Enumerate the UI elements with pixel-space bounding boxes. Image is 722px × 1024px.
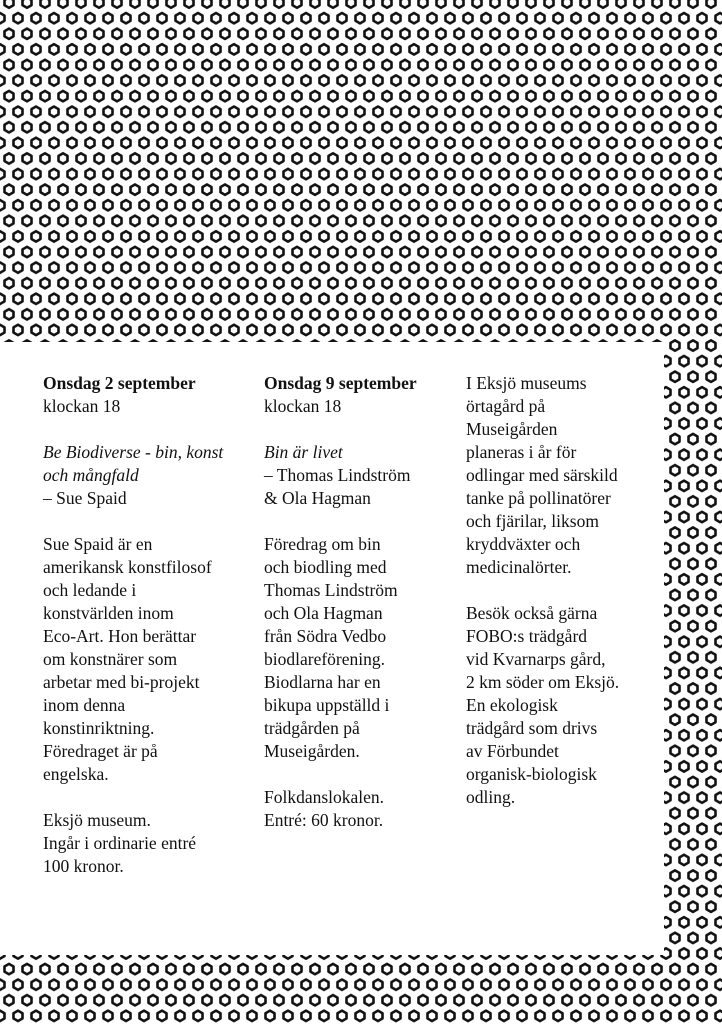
- venue-line: Eksjö museum.: [43, 810, 151, 830]
- body-line: I Eksjö museums: [466, 373, 587, 393]
- column-bin-ar-livet: [264, 372, 454, 855]
- event-date: Onsdag 9 september: [264, 373, 417, 393]
- body-line: odling.: [466, 787, 516, 807]
- body-line: konstvärlden inom: [43, 603, 174, 623]
- body-line: Sue Spaid är en: [43, 534, 153, 554]
- venue-line: Folkdanslokalen.: [264, 787, 385, 807]
- body-line: och biodling med: [264, 557, 387, 577]
- body-line: om konstnärer som: [43, 649, 178, 669]
- body-line: trädgården på: [264, 718, 360, 738]
- body-line: amerikansk konstfilosof: [43, 557, 212, 577]
- event-time: klockan 18: [43, 396, 121, 416]
- body-line: konstinriktning.: [43, 718, 155, 738]
- body-line: organisk-biologisk: [466, 764, 597, 784]
- body-line: Besök också gärna: [466, 603, 598, 623]
- text-panel: [0, 342, 664, 955]
- body-line: Thomas Lindström: [264, 580, 398, 600]
- body-line: örtagård på: [466, 396, 546, 416]
- body-line: medicinalörter.: [466, 557, 572, 577]
- venue-line: Ingår i ordinarie entré: [43, 833, 197, 853]
- body-line: Museigården.: [264, 741, 360, 761]
- body-line: 2 km söder om Eksjö.: [466, 672, 620, 692]
- venue-line: Entré: 60 kronor.: [264, 810, 384, 830]
- event-speaker: – Thomas Lindström: [264, 465, 411, 485]
- body-line: kryddväxter och: [466, 534, 581, 554]
- body-line: planeras i år för: [466, 442, 577, 462]
- body-line: bikupa uppställd i: [264, 695, 390, 715]
- body-line: arbetar med bi-projekt: [43, 672, 200, 692]
- body-line: trädgård som drivs: [466, 718, 598, 738]
- body-line: och ledande i: [43, 580, 137, 600]
- event-title: och mångfald: [43, 465, 139, 485]
- body-line: FOBO:s trädgård: [466, 626, 588, 646]
- body-line: Föredraget är på: [43, 741, 158, 761]
- body-line: tanke på pollinatörer: [466, 488, 611, 508]
- event-title: Bin är livet: [264, 442, 343, 462]
- column-sue-spaid: [43, 372, 248, 901]
- body-line: inom denna: [43, 695, 126, 715]
- body-line: biodlareförening.: [264, 649, 385, 669]
- body-line: Föredrag om bin: [264, 534, 381, 554]
- body-line: Museigården: [466, 419, 558, 439]
- column-ortagard: [466, 372, 661, 832]
- body-line: och fjärilar, liksom: [466, 511, 599, 531]
- venue-line: 100 kronor.: [43, 856, 124, 876]
- body-line: och Ola Hagman: [264, 603, 383, 623]
- event-title: Be Biodiverse - bin, konst: [43, 442, 224, 462]
- body-line: odlingar med särskild: [466, 465, 618, 485]
- body-line: från Södra Vedbo: [264, 626, 387, 646]
- event-speaker: & Ola Hagman: [264, 488, 371, 508]
- body-line: av Förbundet: [466, 741, 559, 761]
- body-line: Eco-Art. Hon berättar: [43, 626, 197, 646]
- body-line: engelska.: [43, 764, 109, 784]
- event-date: Onsdag 2 september: [43, 373, 196, 393]
- event-time: klockan 18: [264, 396, 342, 416]
- event-speaker: – Sue Spaid: [43, 488, 127, 508]
- body-line: En ekologisk: [466, 695, 558, 715]
- body-line: vid Kvarnarps gård,: [466, 649, 606, 669]
- body-line: Biodlarna har en: [264, 672, 381, 692]
